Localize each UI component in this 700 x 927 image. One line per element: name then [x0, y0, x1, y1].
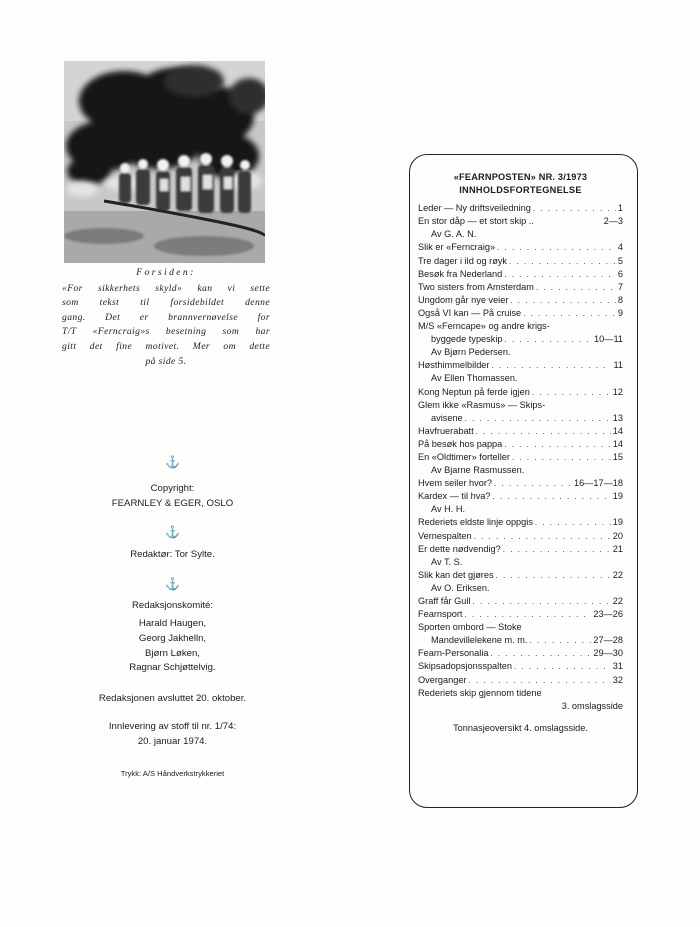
- toc-leader-dots: [532, 386, 611, 399]
- toc-entry-title: Rederiets eldste linje oppgis: [418, 517, 533, 528]
- toc-entry-title: Kong Neptun på ferde igjen: [418, 386, 530, 397]
- toc-leader-dots: [504, 438, 610, 451]
- toc-entry-title: Fearnsport: [418, 609, 463, 620]
- toc-entry-title: Leder — Ny driftsveiledning: [418, 203, 531, 214]
- toc-entry: [418, 281, 623, 294]
- table-of-contents: [418, 171, 623, 735]
- toc-leader-dots: [476, 425, 611, 438]
- committee-member: Georg Jakhelln,: [138, 632, 207, 644]
- editor: Redaktør: Tor Sylte.: [130, 549, 215, 561]
- anchor-icon: ⚓: [165, 455, 180, 469]
- toc-leader-dots: [493, 490, 611, 503]
- toc-entry-title: Mandevillelekene m. m.: [431, 635, 528, 646]
- committee-member: Ragnar Schjøttelvig.: [129, 662, 216, 674]
- toc-leader-dots: [497, 241, 616, 254]
- toc-entry: [418, 333, 623, 346]
- toc-title: INNHOLDSFORTEGNELSE: [459, 185, 582, 196]
- toc-page-number: 29—30: [593, 648, 623, 659]
- toc-entry: [418, 202, 623, 215]
- toc-page-number: 4: [617, 242, 623, 253]
- toc-leader-dots: [503, 543, 611, 556]
- toc-page-number: 7: [617, 281, 623, 292]
- submission-deadline: Innlevering av stoff til nr. 1/74:: [108, 721, 237, 733]
- toc-page-number: 5: [617, 255, 623, 266]
- toc-entry-title: Fearn-Personalia: [418, 648, 489, 659]
- toc-entry: [418, 647, 623, 660]
- toc-page-number: 11: [613, 360, 623, 371]
- copyright-holder: FEARNLEY & EGER, OSLO: [111, 497, 234, 509]
- toc-entry-title: Kardex — til hva?: [418, 491, 491, 502]
- toc-entry-title: En «Oldtimer» forteller: [418, 451, 510, 462]
- toc-page-number: 16—17—18: [573, 478, 623, 489]
- committee-member: Harald Haugen,: [138, 618, 207, 630]
- toc-leader-dots: [514, 660, 611, 673]
- toc-entry-title: En stor dåp — et stort skip ..: [418, 216, 534, 227]
- toc-line: Rederiets skip gjennom tidene: [418, 687, 542, 698]
- toc-page-number: 8: [617, 294, 623, 305]
- toc-page-number: 14: [612, 425, 623, 436]
- toc-entry: [418, 215, 623, 228]
- toc-leader-dots: [535, 516, 611, 529]
- toc-page-number: 32: [612, 674, 623, 685]
- toc-page-number: 31: [612, 661, 623, 672]
- committee-label: Redaksjonskomité:: [131, 599, 214, 611]
- toc-line: 3. omslagsside: [561, 700, 623, 711]
- issue-header: «FEARNPOSTEN» NR. 3/1973: [453, 172, 588, 182]
- toc-entry: [418, 634, 623, 647]
- toc-entry-title: Er dette nødvendig?: [418, 543, 501, 554]
- toc-leader-dots: [472, 595, 610, 608]
- toc-entry-title: Vernespalten: [418, 530, 472, 541]
- anchor-icon: ⚓: [165, 525, 180, 540]
- toc-entry-title: Slik er «Ferncraig»: [418, 242, 496, 253]
- toc-line: Glem ikke «Rasmus» — Skips-: [418, 399, 546, 410]
- colophon: [70, 455, 275, 781]
- toc-leader-dots: [512, 451, 611, 464]
- caption-line: gitt det fine motivet. Mer om dette: [62, 340, 270, 352]
- toc-entry: [418, 477, 623, 490]
- toc-page-number: 14: [612, 438, 623, 449]
- toc-entry-title: Besøk fra Nederland: [418, 268, 503, 279]
- toc-entry: [418, 569, 623, 582]
- toc-page-number: 6: [617, 268, 623, 279]
- toc-line: Av H. H.: [431, 504, 466, 515]
- toc-page-number: 13: [612, 412, 623, 423]
- toc-page-number: 27—28: [593, 635, 623, 646]
- toc-line: Av Bjarne Rasmussen.: [431, 465, 525, 476]
- toc-entry-title: Overganger: [418, 674, 467, 685]
- toc-leader-dots: [496, 569, 611, 582]
- toc-page-number: 15: [612, 451, 623, 462]
- caption-line: som tekst til forsidebildet denne: [62, 297, 270, 309]
- toc-entry-title: Tre dager i ild og røyk: [418, 255, 508, 266]
- cover-photo: [64, 61, 265, 263]
- toc-entry: [418, 490, 623, 503]
- toc-entry: [418, 268, 623, 281]
- printer: Trykk: A/S Håndverkstrykkeriet: [120, 768, 225, 778]
- toc-leader-dots: [464, 608, 591, 621]
- toc-leader-dots: [533, 202, 616, 215]
- toc-entry: [418, 359, 623, 372]
- toc-leader-dots: [530, 634, 592, 647]
- toc-leader-dots: [490, 647, 591, 660]
- toc-page-number: 2—3: [603, 216, 623, 227]
- caption-title: Forsiden:: [136, 267, 196, 278]
- toc-entry-title: På besøk hos pappa: [418, 438, 503, 449]
- caption-line: «For sikkerhets skyld» kan vi sette: [62, 282, 270, 294]
- toc-entry-title: avisene: [431, 412, 463, 423]
- toc-leader-dots: [491, 359, 611, 372]
- toc-leader-dots: [509, 255, 616, 268]
- toc-line: Av O. Eriksen.: [431, 582, 490, 593]
- toc-entry: [418, 451, 623, 464]
- caption-line: T/T «Ferncraig»s besetning som har: [62, 326, 270, 338]
- toc-line: Av T. S.: [431, 556, 463, 567]
- toc-entry: [418, 516, 623, 529]
- toc-leader-dots: [474, 530, 611, 543]
- toc-entry-title: Two sisters from Amsterdam: [418, 281, 534, 292]
- toc-line: Av Bjørn Pedersen.: [431, 347, 511, 358]
- toc-leader-dots: [494, 477, 572, 490]
- toc-entry-title: Graff får Gull: [418, 596, 471, 606]
- cover-caption: [62, 266, 270, 369]
- toc-entry-title: Havfruerabatt: [418, 425, 474, 436]
- table-of-contents-box: [409, 154, 638, 808]
- toc-entry: [418, 608, 623, 621]
- copyright-label: Copyright:: [150, 483, 195, 494]
- toc-line: M/S «Ferncape» og andre krigs-: [418, 321, 550, 332]
- caption-line: gang. Det er brannvernøvelse for: [62, 311, 270, 323]
- toc-footer: Tonnasjeoversikt 4. omslagsside.: [453, 722, 588, 733]
- toc-entry-title: Også VI kan — På cruise: [418, 307, 522, 318]
- toc-entry: [418, 543, 623, 556]
- toc-page-number: 9: [617, 307, 623, 318]
- toc-leader-dots: [523, 307, 616, 320]
- anchor-icon: ⚓: [165, 576, 180, 591]
- toc-entry: [418, 386, 623, 399]
- toc-line: Av Ellen Thomassen.: [431, 373, 518, 384]
- toc-leader-dots: [536, 281, 616, 294]
- toc-line: Av G. A. N.: [431, 229, 477, 240]
- toc-entry: [418, 530, 623, 543]
- toc-entry: [418, 438, 623, 451]
- toc-leader-dots: [505, 333, 593, 346]
- toc-entry: [418, 674, 623, 687]
- toc-list: [418, 202, 623, 713]
- toc-entry-title: Hvem seiler hvor?: [418, 478, 493, 489]
- toc-page-number: 22: [612, 569, 623, 580]
- committee-member: Bjørn Løken,: [145, 647, 200, 659]
- toc-page-number: 21: [612, 543, 623, 554]
- toc-line: Sporten ombord — Stoke: [418, 622, 522, 633]
- toc-entry: [418, 307, 623, 320]
- toc-leader-dots: [465, 412, 611, 425]
- toc-page-number: 22: [612, 596, 623, 606]
- toc-entry: [418, 660, 623, 673]
- toc-entry: [418, 241, 623, 254]
- toc-page-number: 12: [612, 386, 623, 397]
- toc-leader-dots: [510, 294, 615, 307]
- closing-date: Redaksjonen avsluttet 20. oktober.: [98, 692, 247, 704]
- caption-line: på side 5.: [145, 355, 187, 367]
- submission-date: 20. januar 1974.: [137, 735, 208, 747]
- toc-entry-title: Høsthimmelbilder: [418, 360, 490, 371]
- toc-leader-dots: [469, 674, 611, 687]
- toc-leader-dots: [504, 268, 616, 281]
- toc-page-number: 10—11: [594, 334, 623, 345]
- toc-entry-title: Skipsadopsjonsspalten: [418, 661, 512, 672]
- toc-entry: [418, 595, 623, 608]
- toc-entry: [418, 425, 623, 438]
- toc-entry-title: Slik kan det gjøres: [418, 569, 494, 580]
- toc-entry-title: byggede typeskip: [431, 334, 503, 345]
- toc-entry: [418, 412, 623, 425]
- toc-entry: [418, 255, 623, 268]
- toc-page-number: 20: [612, 530, 623, 541]
- toc-page-number: 1: [617, 203, 623, 214]
- toc-entry-title: Ungdom går nye veier: [418, 294, 509, 305]
- toc-page-number: 23—26: [593, 609, 623, 620]
- toc-page-number: 19: [612, 491, 623, 502]
- toc-entry: [418, 294, 623, 307]
- toc-page-number: 19: [612, 517, 623, 528]
